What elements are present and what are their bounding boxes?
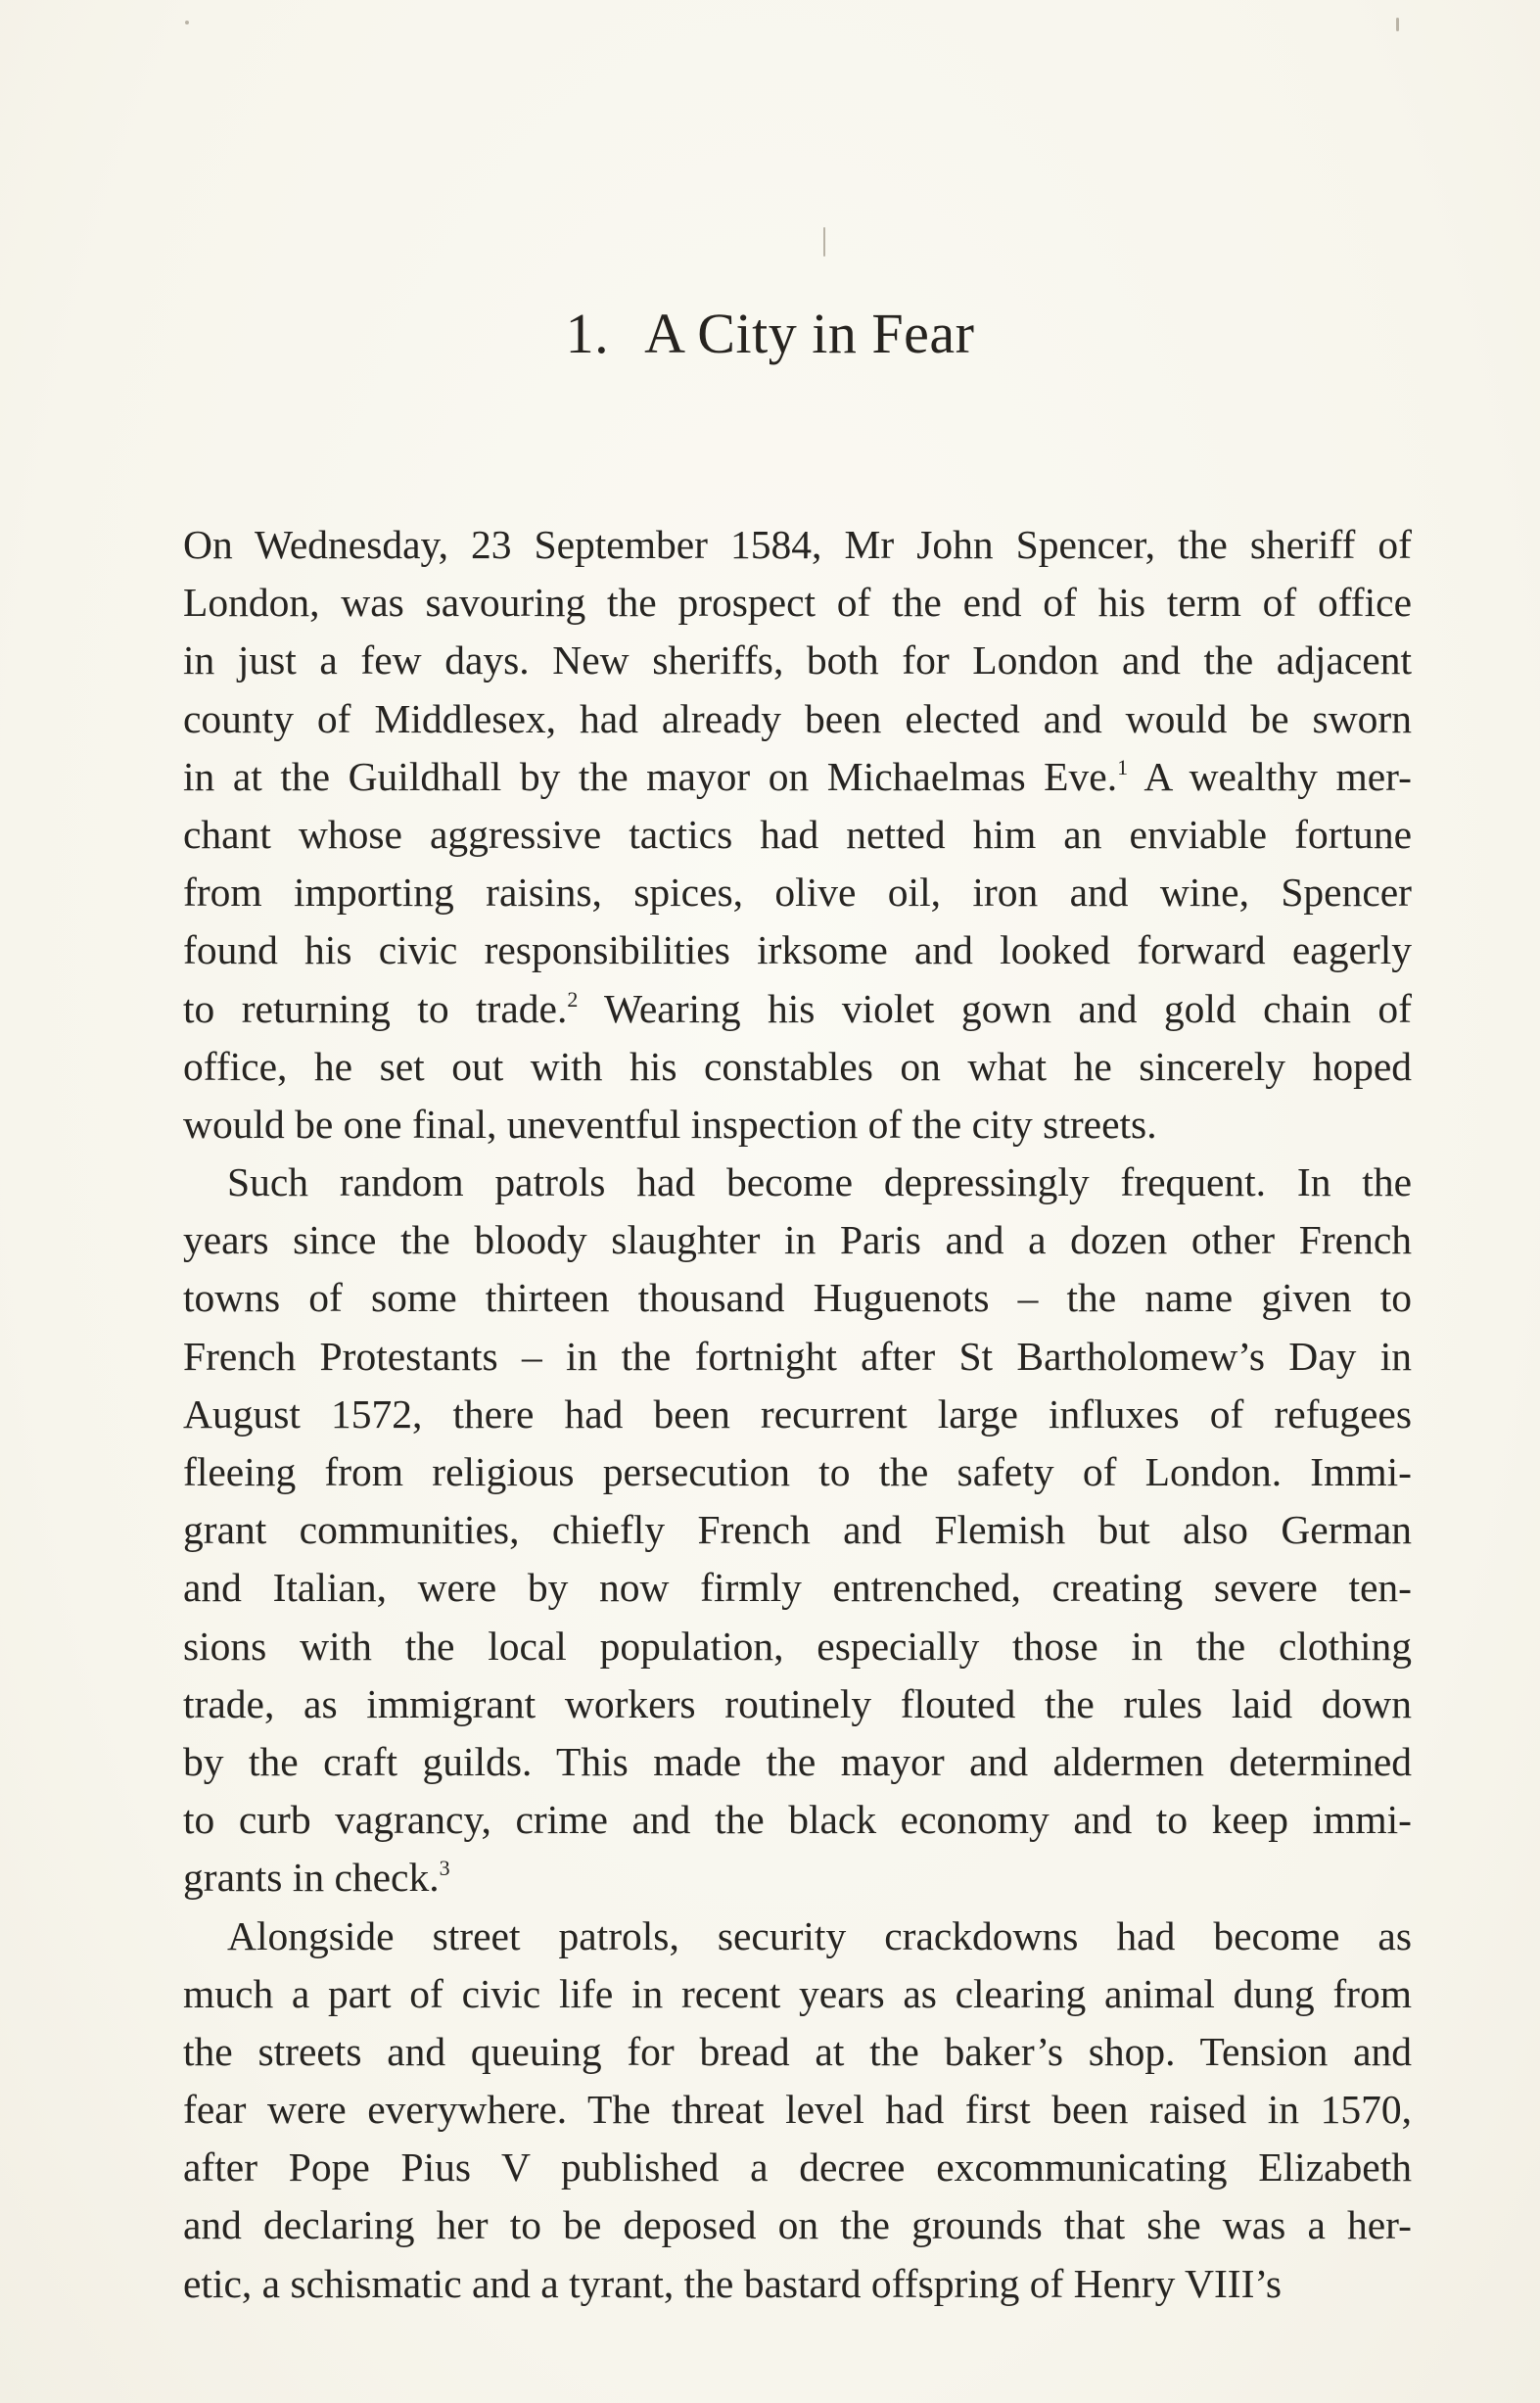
text-line: [183, 2139, 1412, 2196]
paragraph: [183, 516, 1412, 1154]
line-text: county of Middlesex, had already been elected and would be sworn: [183, 695, 1412, 741]
text-line: [183, 2255, 1412, 2313]
paper-speck: [1396, 18, 1399, 31]
text-line: [183, 1849, 1412, 1907]
line-text: fleeing from religious persecution to the safety of London. Immi-: [183, 1449, 1412, 1494]
line-text: in at the Guildhall by the mayor on Michaelmas Eve.: [183, 753, 1118, 799]
line-text: August 1572, there had been recurrent large influxes of refugees: [183, 1390, 1412, 1437]
line-text: years since the bloody slaughter in Paris and a dozen other French: [183, 1217, 1412, 1263]
line-text: chant whose aggressive tactics had netted him an enviable fortune: [183, 811, 1412, 857]
line-text: sions with the local population, especially those in the clothing: [183, 1623, 1412, 1669]
footnote-marker[interactable]: 1: [1117, 754, 1129, 779]
text-line: [183, 1675, 1412, 1733]
line-text: etic, a schismatic and a tyrant, the bastard offspring of Henry VIII’s: [183, 2260, 1283, 2306]
paragraph: [183, 1908, 1412, 2313]
text-line: [183, 748, 1412, 806]
text-line: [183, 1386, 1412, 1443]
text-line: [183, 1154, 1412, 1211]
text-line: [183, 1443, 1412, 1501]
text-line: [183, 1618, 1412, 1675]
body-text: [183, 516, 1412, 2313]
line-text: by the craft guilds. This made the mayor and aldermen determined: [183, 1738, 1412, 1784]
text-line: [183, 921, 1412, 979]
text-line: [183, 1559, 1412, 1617]
line-text: French Protestants – in the fortnight after St Bartholomew’s Day in: [183, 1333, 1412, 1379]
line-text: and declaring her to be deposed on the grounds that she was a her-: [183, 2202, 1412, 2248]
text-line: [183, 1096, 1412, 1154]
text-line: [183, 864, 1412, 921]
text-line: [183, 574, 1412, 632]
text-line: [183, 2196, 1412, 2254]
footnote-marker[interactable]: 2: [567, 986, 579, 1012]
paper-speck: [185, 21, 189, 24]
line-text: towns of some thirteen thousand Huguenots – the name given to: [183, 1275, 1412, 1321]
line-text: trade, as immigrant workers routinely flouted the rules laid down: [183, 1680, 1412, 1726]
line-text: from importing raisins, spices, olive oil, iron and wine, Spencer: [183, 870, 1412, 916]
line-text: and Italian, were by now firmly entrenched, creating severe ten-: [183, 1565, 1412, 1611]
chapter-heading: [0, 301, 1540, 366]
text-line: [183, 516, 1412, 574]
text-line: [183, 1328, 1412, 1386]
text-line: [183, 2081, 1412, 2139]
line-text: On Wednesday, 23 September 1584, Mr John Spencer, the sheriff of: [183, 522, 1412, 567]
line-text: after Pope Pius V published a decree excommunicating Elizabeth: [183, 2144, 1412, 2191]
line-text: grants in check.: [183, 1855, 440, 1901]
text-line: [183, 2023, 1412, 2081]
text-line: [183, 1501, 1412, 1559]
line-text: in just a few days. New sheriffs, both for London and the adjacent: [183, 637, 1412, 683]
text-line: [183, 806, 1412, 864]
line-text: grant communities, chiefly French and Flemish but also German: [183, 1507, 1412, 1553]
text-line: [183, 980, 1412, 1038]
chapter-number: 1.: [565, 301, 610, 365]
line-text: much a part of civic life in recent years as clearing animal dung from: [183, 1970, 1412, 2016]
paper-speck: [823, 227, 825, 257]
text-line: [183, 1733, 1412, 1791]
chapter-title: A City in Fear: [644, 301, 975, 365]
line-text: London, was savouring the prospect of the end of his term of office: [183, 580, 1412, 626]
text-line: [183, 1965, 1412, 2023]
line-text: to returning to trade.: [183, 985, 568, 1031]
line-text: Alongside street patrols, security crackdowns had become as: [227, 1912, 1412, 1958]
text-line: [183, 1908, 1412, 1965]
footnote-marker[interactable]: 3: [439, 1856, 450, 1881]
text-line: [183, 1791, 1412, 1849]
line-text: would be one final, uneventful inspection of the city streets.: [183, 1101, 1157, 1147]
text-line: [183, 1269, 1412, 1327]
text-line: [183, 1211, 1412, 1269]
text-line: [183, 690, 1412, 748]
line-text: office, he set out with his constables on what he sincerely hoped: [183, 1043, 1412, 1089]
line-text-continued: Wearing his violet gown and gold chain of: [578, 985, 1412, 1031]
line-text: found his civic responsibilities irksome and looked forward eagerly: [183, 927, 1412, 973]
line-text-continued: A wealthy mer-: [1128, 753, 1412, 799]
line-text: the streets and queuing for bread at the baker’s shop. Tension and: [183, 2028, 1412, 2074]
line-text: to curb vagrancy, crime and the black economy and to keep immi-: [183, 1797, 1412, 1843]
line-text: fear were everywhere. The threat level had first been raised in 1570,: [183, 2087, 1412, 2133]
text-line: [183, 1038, 1412, 1096]
line-text: Such random patrols had become depressingly frequent. In the: [227, 1159, 1412, 1205]
text-line: [183, 632, 1412, 689]
paragraph: [183, 1154, 1412, 1907]
